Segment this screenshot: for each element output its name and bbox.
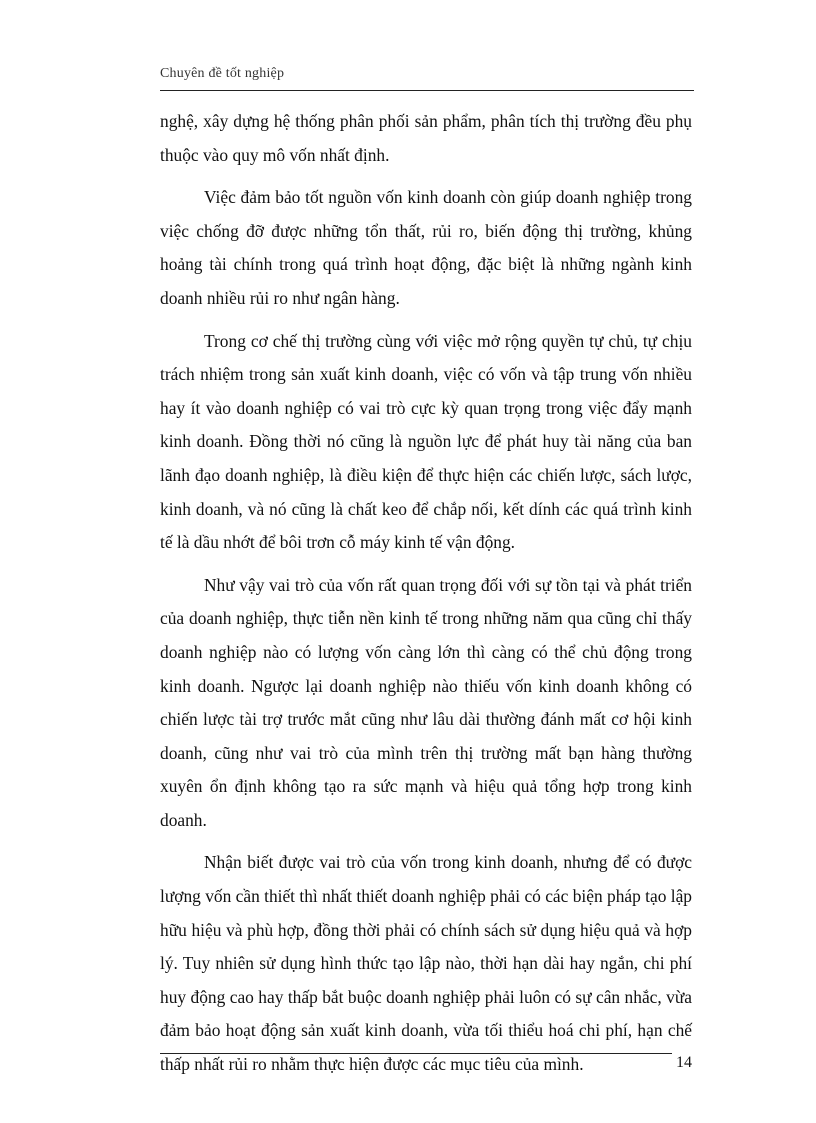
page-number: 14	[676, 1054, 692, 1071]
paragraph: Trong cơ chế thị trường cùng với việc mở rộng quyền tự chủ, tự chịu trách nhiệm trong sản xuất kinh doanh, việc có vốn và tập trung vốn nhiều hay ít vào doanh nghiệp có vai trò cực kỳ quan trọng trong việc đẩy mạnh kinh doanh. Đồng thời nó cũng là nguồn lực để phát huy tài năng của ban lãnh đạo doanh nghiệp, là điều kiện để thực hiện các chiến lược, sách lược, kinh doanh, và nó cũng là chất keo để chắp nối, kết dính các quá trình kinh tế là dầu nhớt để bôi trơn cỗ máy kinh tế vận động.	[160, 330, 692, 553]
paragraph: Như vậy vai trò của vốn rất quan trọng đối với sự tồn tại và phát triển của doanh nghiệp, thực tiễn nền kinh tế trong những năm qua cũng chỉ thấy doanh nghiệp nào có lượng vốn càng lớn thì càng có thể chủ động trong kinh doanh. Ngược lại doanh nghiệp nào thiếu vốn kinh doanh không có chiến lược tài trợ trước mắt cũng như lâu dài thường đánh mất cơ hội kinh doanh, cũng như vai trò của mình trên thị trường mất bạn hàng thường xuyên ổn định không tạo ra sức mạnh và hiệu quả tổng hợp trong kinh doanh.	[160, 574, 692, 830]
page-header	[160, 64, 694, 91]
document-body	[160, 105, 692, 1091]
paragraph: Việc đảm bảo tốt nguồn vốn kinh doanh còn giúp doanh nghiệp trong việc chống đỡ được những tổn thất, rủi ro, biến động thị trường, khủng hoảng tài chính trong quá trình hoạt động, đặc biệt là những ngành kinh doanh nhiều rủi ro như ngân hàng.	[160, 187, 692, 308]
paragraph-continuation: nghệ, xây dựng hệ thống phân phối sản phẩm, phân tích thị trường đều phụ thuộc vào quy mô vốn nhất định.	[160, 111, 692, 165]
footer-rule	[160, 1053, 672, 1054]
paragraph: Nhận biết được vai trò của vốn trong kinh doanh, nhưng để có được lượng vốn cần thiết thì nhất thiết doanh nghiệp phải có các biện pháp tạo lập hữu hiệu và phù hợp, đồng thời phải có chính sách sử dụng hiệu quả và hợp lý. Tuy nhiên sử dụng hình thức tạo lập nào, thời hạn dài hay ngắn, chi phí huy động cao hay thấp bắt buộc doanh nghiệp phải luôn có sự cân nhắc, vừa đảm bảo hoạt động sản xuất kinh doanh, vừa tối thiểu hoá chi phí, hạn chế thấp nhất rủi ro nhằm thực hiện được các mục tiêu của mình.	[160, 852, 692, 1075]
header-title: Chuyên đề tốt nghiệp	[160, 66, 285, 81]
